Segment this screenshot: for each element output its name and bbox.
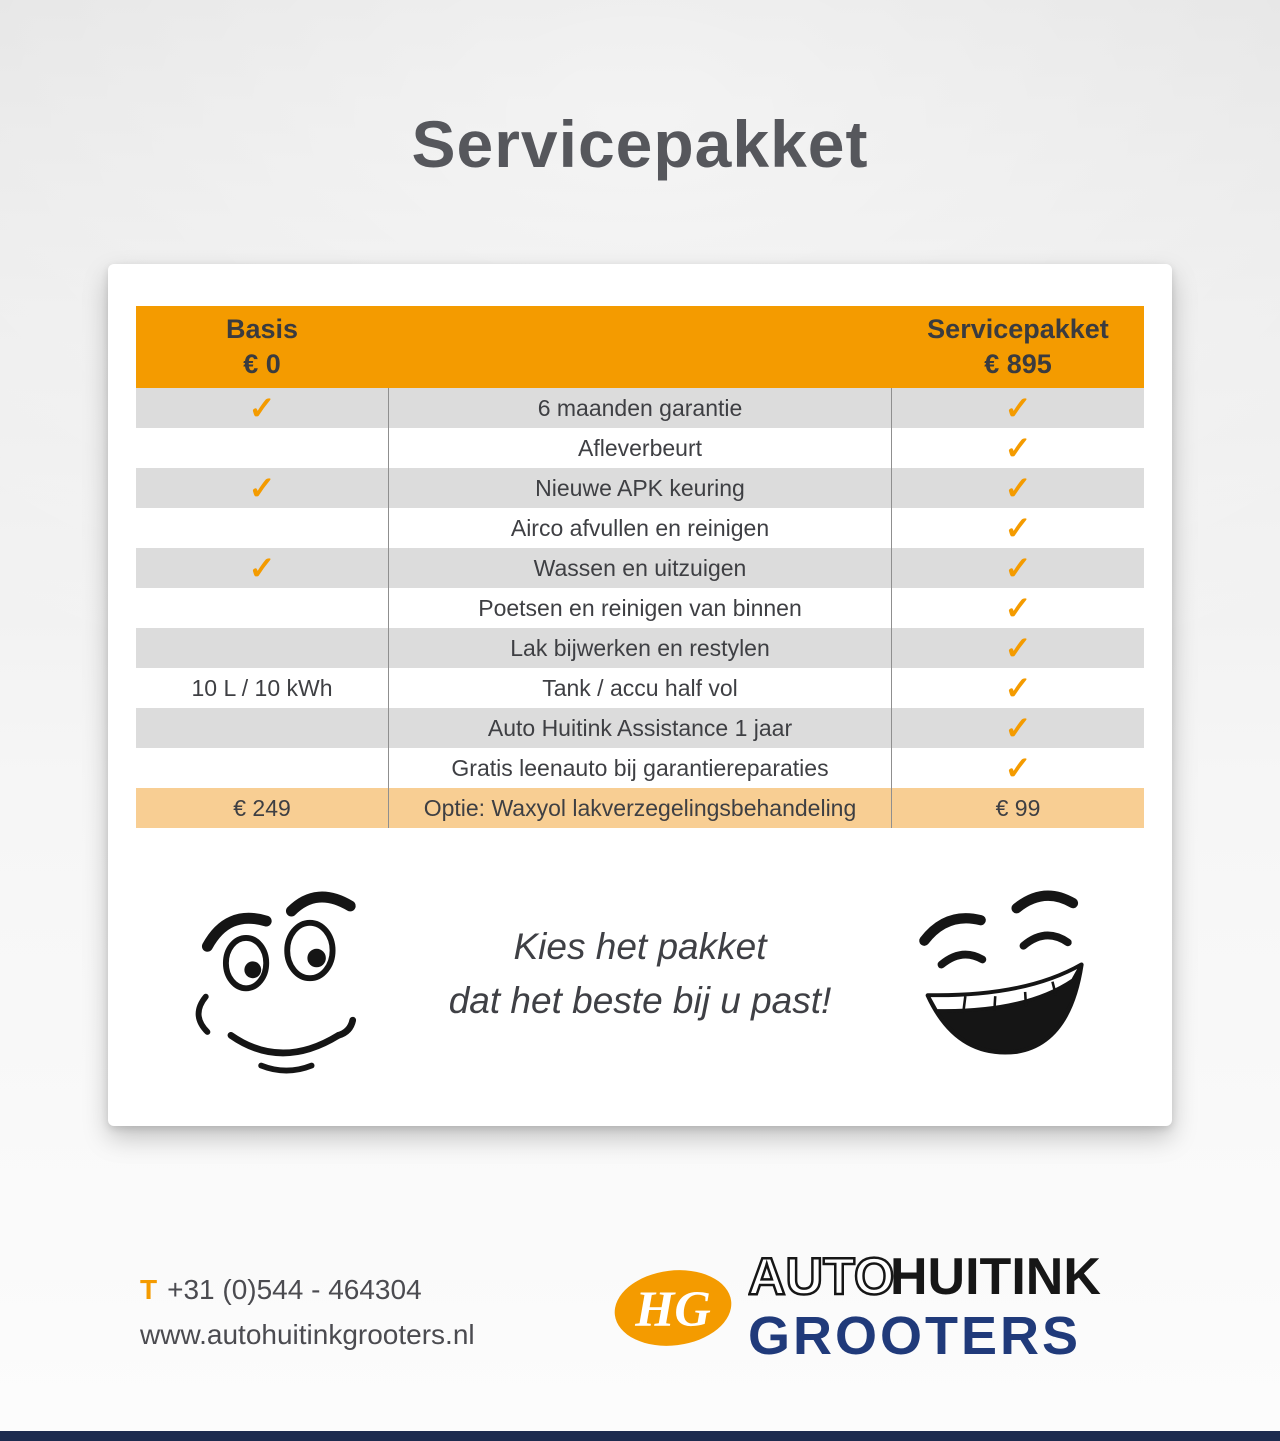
table-body xyxy=(136,388,1144,828)
tagline-text xyxy=(393,920,887,1027)
tagline-area xyxy=(136,852,1144,1096)
service-cell: ✓ xyxy=(1004,750,1032,786)
feature-cell: 6 maanden garantie xyxy=(388,388,892,428)
servicepakket-header xyxy=(892,306,1144,388)
feature-cell: Airco afvullen en reinigen xyxy=(388,508,892,548)
feature-cell: Poetsen en reinigen van binnen xyxy=(388,588,892,628)
basis-cell: ✓ xyxy=(248,550,276,586)
service-cell: ✓ xyxy=(1004,630,1032,666)
table-row xyxy=(136,468,1144,508)
bottom-accent-bar xyxy=(0,1431,1280,1441)
basis-cell xyxy=(136,628,388,668)
laughing-face-icon xyxy=(897,869,1102,1079)
table-row xyxy=(136,588,1144,628)
feature-cell: Gratis leenauto bij garantiereparaties xyxy=(388,748,892,788)
basis-cell: ✓ xyxy=(248,470,276,506)
feature-cell: Auto Huitink Assistance 1 jaar xyxy=(388,708,892,748)
logo-word-grooters: GROOTERS xyxy=(748,1306,1082,1364)
feature-cell: Wassen en uitzuigen xyxy=(388,548,892,588)
table-row xyxy=(136,548,1144,588)
happy-face-icon xyxy=(178,869,383,1079)
table-row xyxy=(136,428,1144,468)
dealer-logo-text xyxy=(748,1252,1148,1364)
basis-header-title: Basis xyxy=(225,313,299,344)
hg-monogram-text: HG xyxy=(635,1280,711,1337)
feature-cell: Afleverbeurt xyxy=(388,428,892,468)
service-cell: ✓ xyxy=(1004,550,1032,586)
table-row xyxy=(136,788,1144,828)
basis-cell xyxy=(136,748,388,788)
table-header xyxy=(136,306,1144,388)
basis-cell xyxy=(136,508,388,548)
phone-line xyxy=(140,1268,475,1313)
basis-cell: 10 L / 10 kWh xyxy=(191,674,333,701)
basis-cell: € 249 xyxy=(233,794,291,821)
basis-cell xyxy=(136,428,388,468)
servicepakket-header-price: € 895 xyxy=(984,349,1052,379)
hg-monogram-icon xyxy=(612,1265,734,1351)
feature-cell: Nieuwe APK keuring xyxy=(388,468,892,508)
feature-header-spacer xyxy=(388,306,892,388)
service-cell: ✓ xyxy=(1004,510,1032,546)
package-card xyxy=(108,264,1172,1126)
service-cell: ✓ xyxy=(1004,390,1032,426)
feature-cell: Lak bijwerken en restylen xyxy=(388,628,892,668)
basis-cell xyxy=(136,588,388,628)
tagline-line-1: Kies het pakket xyxy=(513,926,767,968)
service-cell: ✓ xyxy=(1004,430,1032,466)
table-row xyxy=(136,628,1144,668)
basis-cell xyxy=(136,708,388,748)
dealer-logo xyxy=(612,1252,1148,1364)
service-cell: ✓ xyxy=(1004,670,1032,706)
logo-word-auto: AUTO xyxy=(748,1252,895,1306)
service-cell: ✓ xyxy=(1004,590,1032,626)
feature-cell: Tank / accu half vol xyxy=(388,668,892,708)
contact-block xyxy=(140,1268,475,1358)
table-row xyxy=(136,748,1144,788)
phone-number: +31 (0)544 - 464304 xyxy=(167,1274,422,1305)
table-row xyxy=(136,388,1144,428)
tagline-line-2: dat het beste bij u past! xyxy=(448,980,832,1021)
basis-header-price: € 0 xyxy=(243,349,281,379)
service-cell: € 99 xyxy=(995,794,1041,821)
table-row xyxy=(136,708,1144,748)
servicepakket-header-title: Servicepakket xyxy=(927,313,1109,344)
phone-label: T xyxy=(140,1274,158,1305)
basis-header xyxy=(136,306,388,388)
basis-cell: ✓ xyxy=(248,390,276,426)
service-cell: ✓ xyxy=(1004,710,1032,746)
table-row xyxy=(136,668,1144,708)
page-title: Servicepakket xyxy=(411,107,869,181)
feature-cell: Optie: Waxyol lakverzegelingsbehandeling xyxy=(388,788,892,828)
table-row xyxy=(136,508,1144,548)
website: www.autohuitinkgrooters.nl xyxy=(140,1318,475,1350)
service-cell: ✓ xyxy=(1004,470,1032,506)
comparison-table xyxy=(136,306,1144,828)
logo-word-huitink: HUITINK xyxy=(890,1252,1101,1306)
